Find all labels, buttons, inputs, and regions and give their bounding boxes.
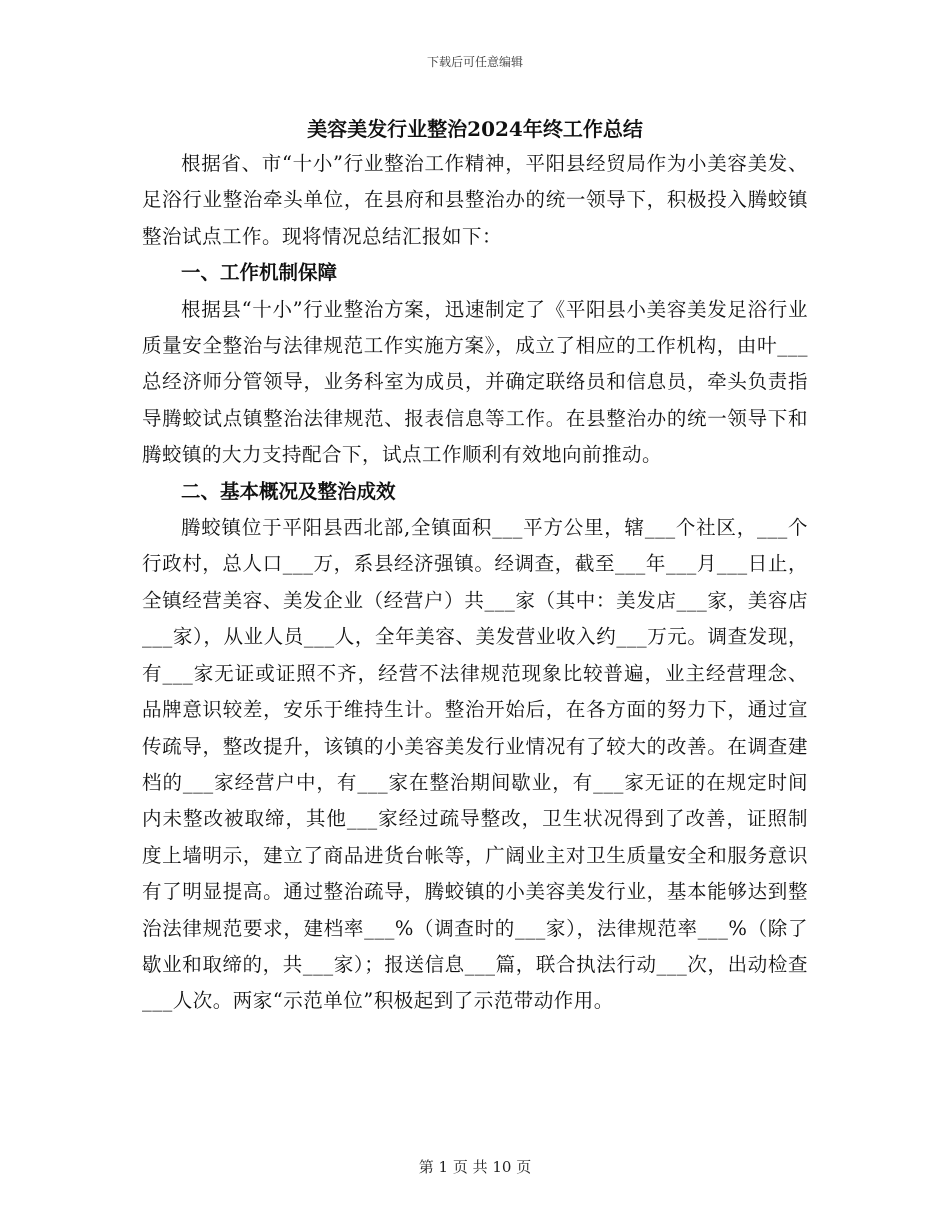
intro-paragraph: 根据省、市“十小”行业整治工作精神，平阳县经贸局作为小美容美发、足浴行业整治牵头单位，在县府和县整治办的统一领导下，积极投入腾蛟镇整治试点工作。现将情况总结汇报如下：: [142, 152, 808, 248]
section-1-paragraph: 根据县“十小”行业整治方案，迅速制定了《平阳县小美容美发足浴行业质量安全整治与法律规范工作实施方案》，成立了相应的工作机构，由叶___总经济师分管领导，业务科室为成员，并确定联络员和信息员，牵头负责指导腾蛟试点镇整治法律规范、报表信息等工作。在县整治办的统一领导下和腾蛟镇的大力支持配合下，试点工作顺利有效地向前推动。: [142, 297, 808, 467]
document-body: [142, 112, 808, 1020]
section-2-paragraph: 腾蛟镇位于平阳县西北部,全镇面积___平方公里，辖___个社区，___个行政村，总人口___万，系县经济强镇。经调查，截至___年___月___日止，全镇经营美容、美发企业（经营户）共___家（其中：美发店___家，美容店___家），从业人员___人，全年美容、美发营业收入约___万元。调查发现，有___家无证或证照不齐，经营不法律规范现象比较普遍，业主经营理念、品牌意识较差，安乐于维持生计。整治开始后，在各方面的努力下，通过宣传疏导，整改提升，该镇的小美容美发行业情况有了较大的改善。在调查建档的___家经营户中，有___家在整治期间歇业，有___家无证的在规定时间内未整改被取缔，其他___家经过疏导整改，卫生状况得到了改善，证照制度上墙明示，建立了商品进货台帐等，广阔业主对卫生质量安全和服务意识有了明显提高。通过整治疏导，腾蛟镇的小美容美发行业，基本能够达到整治法律规范要求，建档率___%（调查时的___家），法律规范率___%（除了歇业和取缔的，共___家）；报送信息___篇，联合执法行动___次，出动检查___人次。两家“示范单位”积极起到了示范带动作用。: [142, 516, 808, 1013]
page-header: 下载后可任意编辑: [426, 55, 523, 69]
section-heading-2: 二、基本概况及整治成效: [181, 479, 396, 503]
section-heading-1: 一、工作机制保障: [181, 261, 338, 285]
document-title: 美容美发行业整治2024年终工作总结: [307, 117, 643, 141]
page-number: 第 1 页 共 10 页: [418, 1158, 532, 1176]
